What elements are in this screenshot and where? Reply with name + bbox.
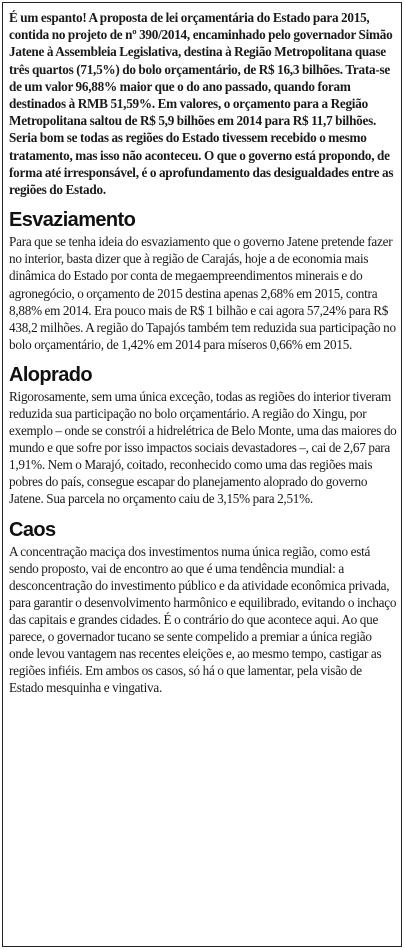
intro-paragraph: É um espanto! A proposta de lei orçamentária do Estado para 2015, contida no projeto de nº 390/2014, encaminhado pelo governador Simão Jatene à Assembleia Legislativa, destina à Região Metropolitana quase três quartos (71,5%) do bolo orçamentário, de R$ 16,3 bilhões. Trata-se de um valor 96,88% maior que o do ano passado, quando foram destinados à RMB 51,59%. Em valores, o orçamento para a Região Metropolitana saltou de R$ 5,9 bilhões em 2014 para R$ 11,7 bilhões. Seria bom se todas as regiões do Estado tivessem recebido o mesmo tratamento, mas isso não aconteceu. O que o governo está propondo, de forma até irresponsável, é o aprofundamento das desigualdades entre as regiões do Estado. [9, 10, 394, 198]
article-frame [2, 2, 402, 947]
section-body-caos: A concentração maciça dos investimentos numa única região, como está sendo proposto, vai de encontro ao que é uma tendência mundial: a desconcentração do investimento público e da atividade econômica privada, para garantir o desenvolvimento harmônico e equilibrado, evitando o inchaço das capitais e grandes cidades. É o contrário do que acontece aqui. Ao que parece, o governador tucano se sente compelido a premiar a única região onde levou vantagem nas recentes eleições e, ao mesmo tempo, castigar as regiões infiéis. Em ambos os casos, só há o que lamentar, pela visão de Estado mesquinha e vingativa. [9, 543, 397, 696]
section-title-esvaziamento: Esvaziamento [9, 209, 136, 232]
section-title-aloprado: Aloprado [9, 363, 92, 386]
section-body-esvaziamento: Para que se tenha ideia do esvaziamento que o governo Jatene pretende fazer no interior, basta dizer que à região de Carajás, hoje a de economia mais dinâmica do Estado por conta de megaempreendimentos minerais e do agronegócio, o orçamento de 2015 destina apenas 2,68% em 2015, contra 8,88% em 2014. Era pouco mais de R$ 1 bilhão e cai agora 57,24% para R$ 438,2 milhões. A região do Tapajós também tem reduzida sua participação no bolo orçamentário, de 1,42% em 2014 para míseros 0,66% em 2015. [9, 234, 396, 352]
section-title-caos: Caos [9, 518, 56, 541]
article [9, 9, 397, 696]
section-body-aloprado: Rigorosamente, sem uma única exceção, todas as regiões do interior tiveram reduzida sua participação no bolo orçamentário. A região do Xingu, por exemplo – onde se constrói a hidrelétrica de Belo Monte, uma das maiores do mundo e que sofre por isso impactos sociais devastadores –, cai de 2,67 para 1,91%. Nem o Marajó, coitado, reconhecido como uma das regiões mais pobres do país, consegue escapar do planejamento aloprado do governo Jatene. Sua parcela no orçamento caiu de 3,15% para 2,51%. [9, 388, 397, 507]
